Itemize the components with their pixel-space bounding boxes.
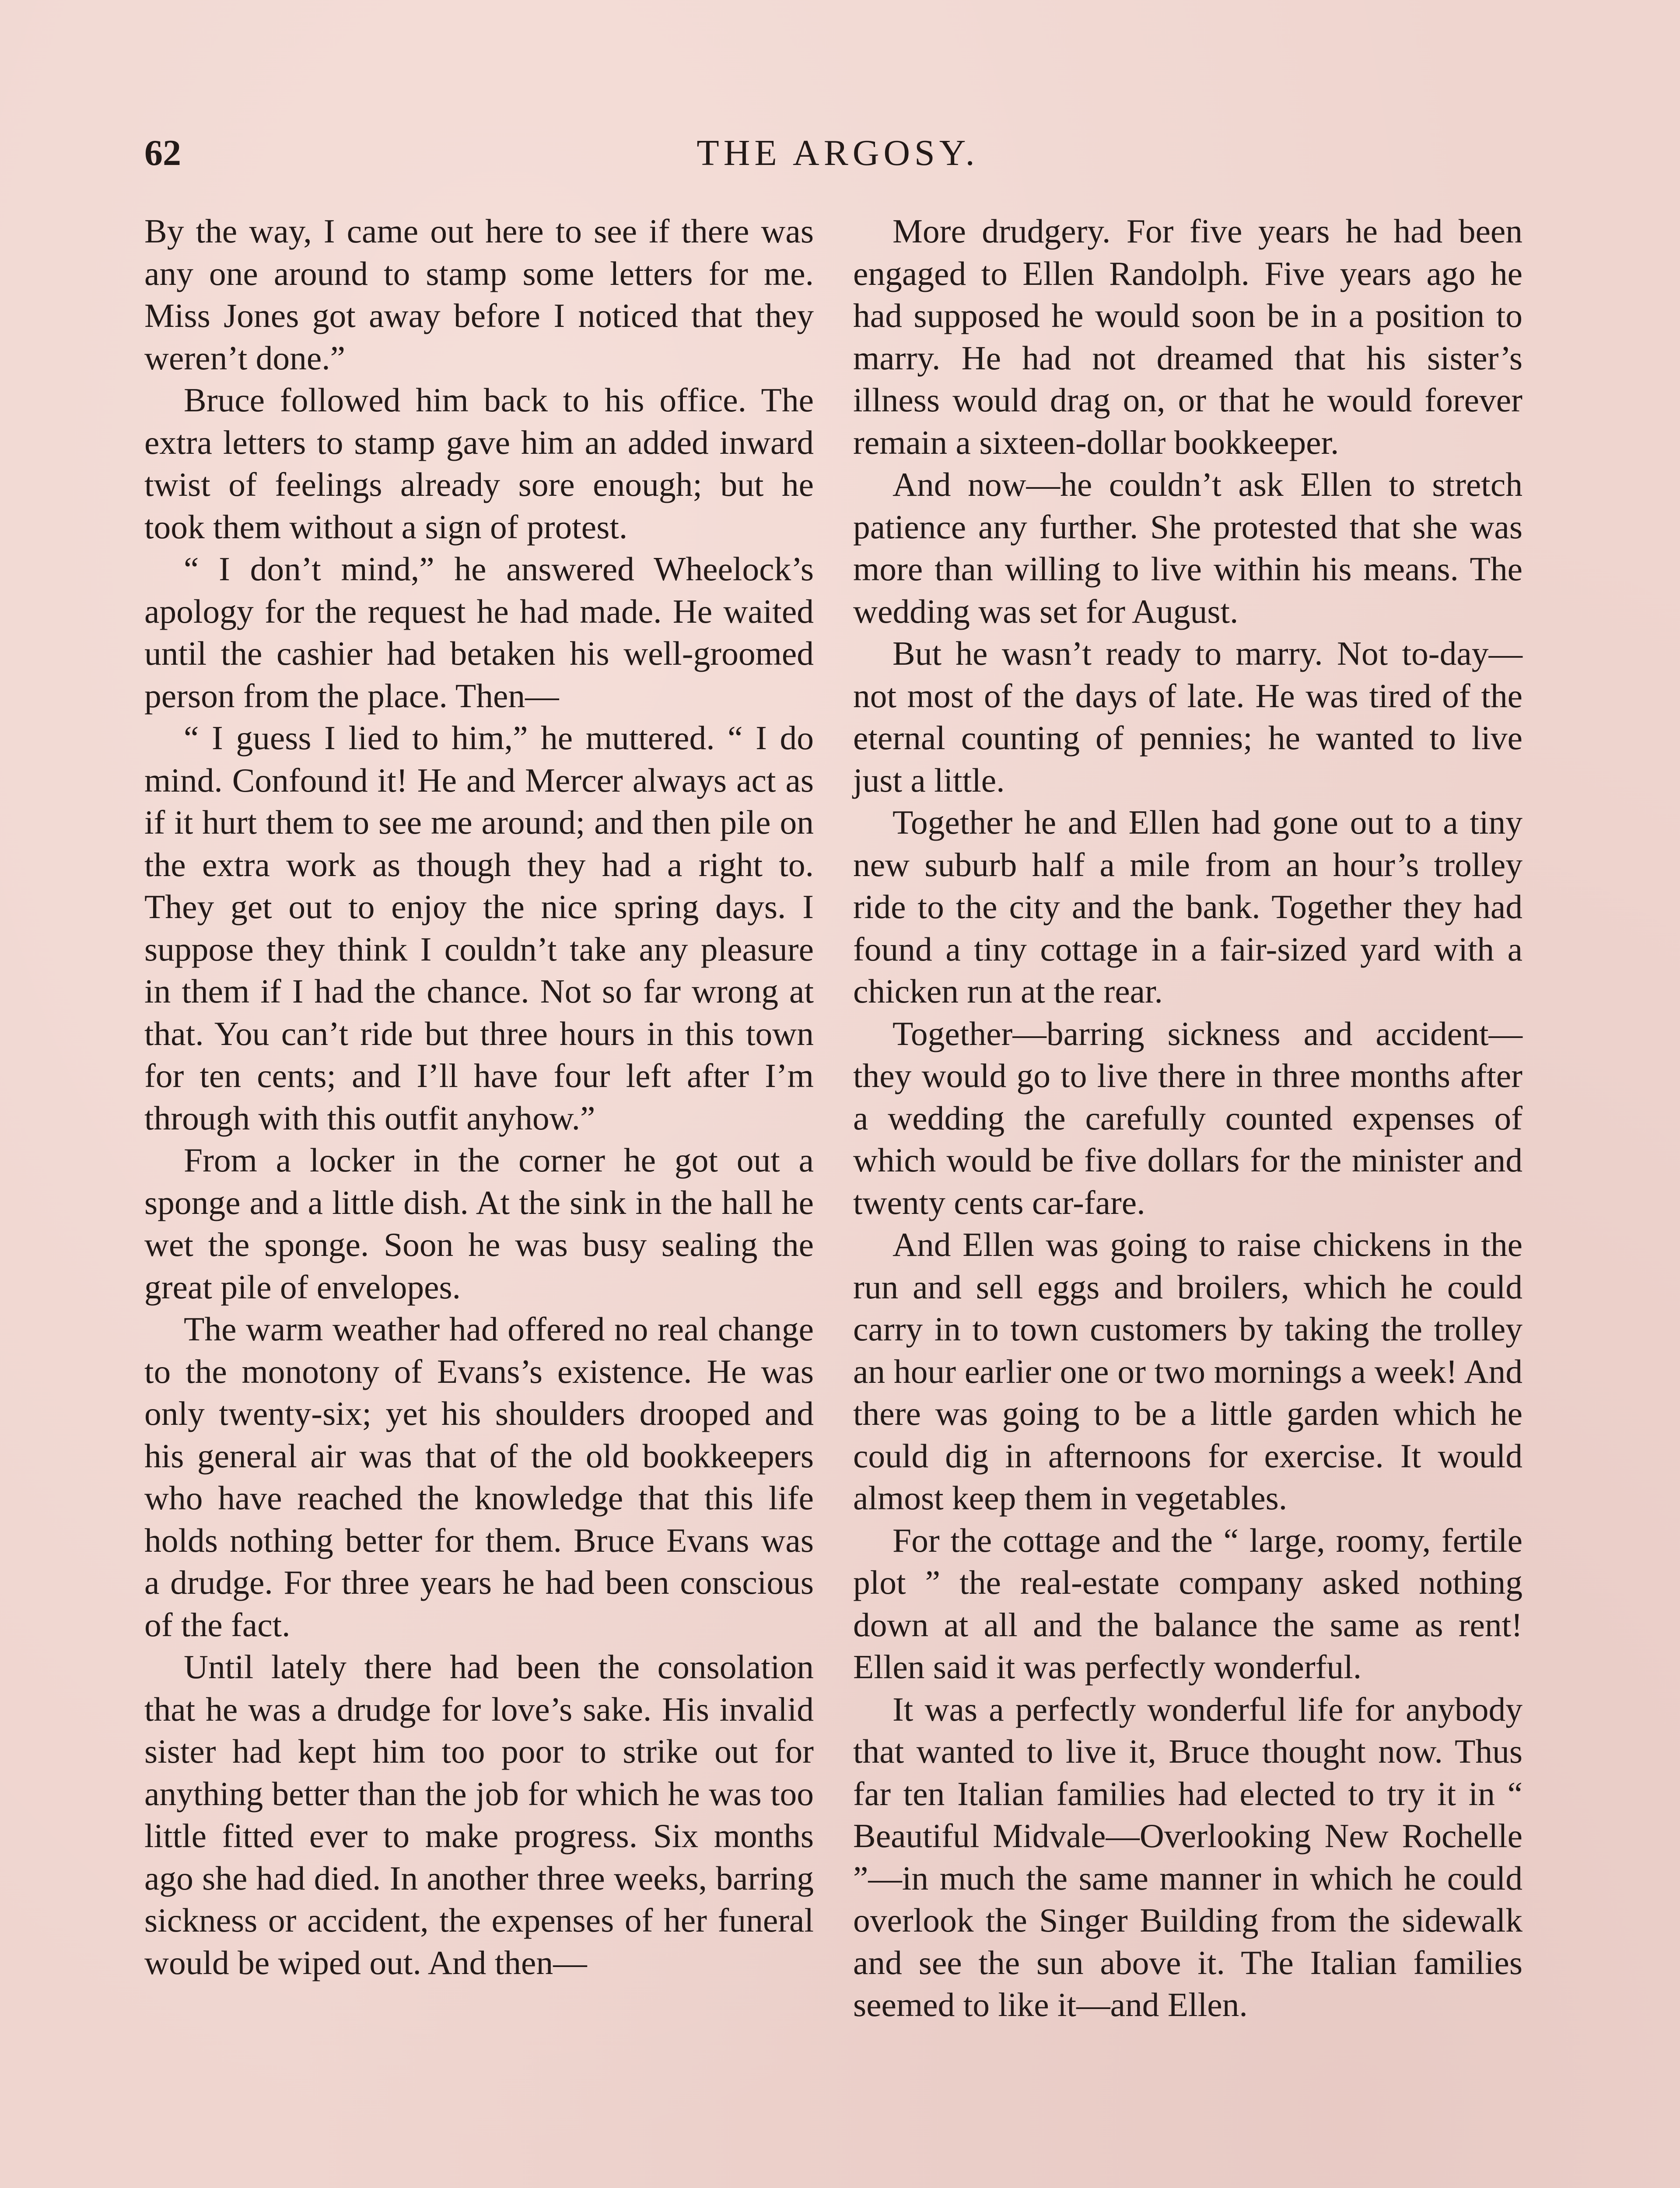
page-number: 62 — [144, 133, 181, 173]
paragraph: Together he and Ellen had gone out to a tiny new suburb half a mile from an hour’s trolley ride to the city and the bank. Together they had found a tiny cottage in a fair-sized yard with a chicken run at the rear. — [853, 803, 1522, 1010]
paragraph: And Ellen was going to raise chickens in the run and sell eggs and broilers, which he could carry in to town customers by taking the trolley an hour earlier one or two mornings a week! And there was going to be a little garden which he could dig in afternoons for exercise. It would almost keep them in vegetables. — [853, 1226, 1522, 1517]
right-column — [853, 210, 1522, 2026]
paragraph: Until lately there had been the consolation that he was a drudge for love’s sake. His invalid sister had kept him too poor to strike out for anything better than the job for which he was too little fitted ever to make progress. Six months ago she had died. In another three weeks, barring sickness or accident, the expenses of her funeral would be wiped out. And then— — [144, 1648, 814, 1981]
paragraph: But he wasn’t ready to marry. Not to-day—not most of the days of late. He was tired of the eternal counting of pennies; he wanted to live just a little. — [853, 635, 1522, 799]
page-header — [144, 127, 1531, 188]
paragraph: Together—barring sickness and accident—they would go to live there in three months after a wedding the carefully counted expenses of which would be five dollars for the minister and twenty cents car-fare. — [853, 1014, 1522, 1221]
paragraph: By the way, I came out here to see if there was any one around to stamp some letters for me. Miss Jones got away before I noticed that they weren’t done.” — [144, 212, 814, 377]
paragraph: The warm weather had offered no real change to the monotony of Evans’s existence. He was only twenty-six; yet his shoulders drooped and his general air was that of the old bookkeepers who have reached the knowledge that this life holds nothing better for them. Bruce Evans was a drudge. For three years he had been conscious of the fact. — [144, 1310, 814, 1644]
paragraph: “ I guess I lied to him,” he muttered. “ I do mind. Confound it! He and Mercer always act as if it hurt them to see me around; and then pile on the extra work as though they had a right to. They get out to enjoy the nice spring days. I suppose they think I couldn’t take any pleasure in them if I had the chance. Not so far wrong at that. You can’t ride but three hours in this town for ten cents; and I’ll have four left after I’m through with this outfit anyhow.” — [144, 719, 814, 1137]
paragraph: And now—he couldn’t ask Ellen to stretch patience any further. She protested that she was more than willing to live within his means. The wedding was set for August. — [853, 466, 1522, 630]
left-column — [144, 210, 814, 1984]
paragraph: From a locker in the corner he got out a sponge and a little dish. At the sink in the hall he wet the sponge. Soon he was busy sealing the great pile of envelopes. — [144, 1141, 814, 1306]
paragraph: Bruce followed him back to his office. The extra letters to stamp gave him an added inward twist of feelings already sore enough; but he took them without a sign of protest. — [144, 381, 814, 546]
running-head: THE ARGOSY. — [696, 133, 979, 173]
paragraph: It was a perfectly wonderful life for anybody that wanted to live it, Bruce thought now. Thus far ten Italian families had elected to try it in “ Beautiful Midvale—Overlooking New Rochelle ”—in much the same manner in which he could overlook the Singer Building from the sidewalk and see the sun above it. The Italian families seemed to like it—and Ellen. — [853, 1690, 1522, 2023]
paragraph: “ I don’t mind,” he answered Wheelock’s apology for the request he had made. He waited until the cashier had betaken his well-groomed person from the place. Then— — [144, 550, 814, 715]
paragraph: For the cottage and the “ large, roomy, fertile plot ” the real-estate company asked nothing down at all and the balance the same as rent! Ellen said it was perfectly wonderful. — [853, 1521, 1522, 1686]
paragraph: More drudgery. For five years he had been engaged to Ellen Randolph. Five years ago he had supposed he would soon be in a position to marry. He had not dreamed that his sister’s illness would drag on, or that he would forever remain a sixteen-dollar bookkeeper. — [853, 212, 1522, 461]
